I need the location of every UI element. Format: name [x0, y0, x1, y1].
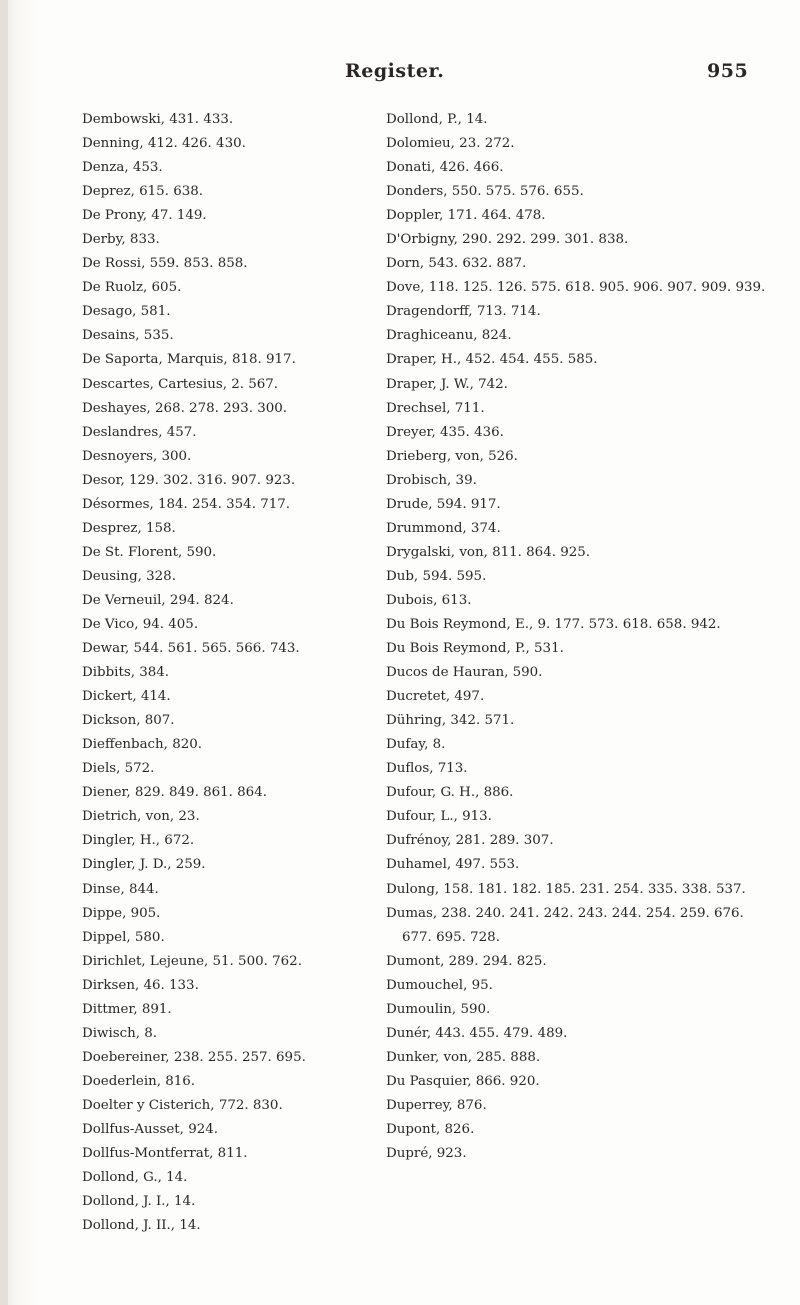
index-entry: De Verneuil, 294. 824. — [82, 592, 234, 608]
index-entry: Diener, 829. 849. 861. 864. — [82, 785, 267, 801]
page-edge-shadow — [0, 0, 8, 1305]
page-title: Register. — [345, 60, 445, 82]
index-entry: Drude, 594. 917. — [386, 496, 501, 512]
index-entry: Drobisch, 39. — [386, 472, 477, 488]
index-entry: Drechsel, 711. — [386, 400, 485, 416]
index-entry: Dunér, 443. 455. 479. 489. — [386, 1025, 568, 1041]
index-entry: Du Pasquier, 866. 920. — [386, 1073, 540, 1089]
index-entry: Desago, 581. — [82, 304, 171, 320]
index-entry: De Saporta, Marquis, 818. 917. — [82, 352, 296, 368]
index-entry: Ducos de Hauran, 590. — [386, 665, 543, 681]
index-entry: Dumont, 289. 294. 825. — [386, 953, 547, 969]
index-entry: Désormes, 184. 254. 354. 717. — [82, 496, 291, 512]
index-entry: Dingler, J. D., 259. — [82, 857, 206, 873]
index-entry: Donders, 550. 575. 576. 655. — [386, 184, 584, 200]
index-entry: Dietrich, von, 23. — [82, 809, 200, 825]
index-entry: Donati, 426. 466. — [386, 160, 504, 176]
index-entry: Dirichlet, Lejeune, 51. 500. 762. — [82, 953, 302, 969]
index-entry: Dühring, 342. 571. — [386, 713, 515, 729]
index-entry: Dieffenbach, 820. — [82, 737, 203, 753]
page-number: 955 — [707, 60, 749, 82]
index-entry: Dickson, 807. — [82, 713, 175, 729]
index-entry: Dumas, 238. 240. 241. 242. 243. 244. 254. 259. 676. 677. 695. 728. — [386, 905, 744, 945]
index-entry: Dickert, 414. — [82, 689, 171, 705]
index-entry: Dufour, L., 913. — [386, 809, 492, 825]
index-entry: Descartes, Cartesius, 2. 567. — [82, 376, 279, 392]
index-entry: Dembowski, 431. 433. — [82, 112, 234, 127]
index-entry: Drieberg, von, 526. — [386, 448, 518, 464]
index-entry: Dingler, H., 672. — [82, 833, 195, 849]
index-entry: Dirksen, 46. 133. — [82, 977, 199, 993]
index-entry: Desains, 535. — [82, 328, 174, 344]
index-entry: De St. Florent, 590. — [82, 544, 217, 560]
index-entry: Dupont, 826. — [386, 1121, 475, 1137]
index-entry: Dove, 118. 125. 126. 575. 618. 905. 906. 907. 909. 939. — [386, 280, 766, 296]
index-entry: Dulong, 158. 181. 182. 185. 231. 254. 335. 338. 537. — [386, 881, 746, 897]
index-entry: Doederlein, 816. — [82, 1073, 196, 1089]
index-entry: Denning, 412. 426. 430. — [82, 136, 246, 152]
index-entry: Doebereiner, 238. 255. 257. 695. — [82, 1049, 306, 1065]
index-entry: Dufay, 8. — [386, 737, 446, 753]
index-entry: Dragendorff, 713. 714. — [386, 304, 541, 320]
index-entry: Dippel, 580. — [82, 929, 165, 945]
index-entry: Drygalski, von, 811. 864. 925. — [386, 544, 591, 560]
index-entry: Draper, J. W., 742. — [386, 376, 508, 392]
index-entry: D'Orbigny, 290. 292. 299. 301. 838. — [386, 232, 629, 248]
index-entry: Dewar, 544. 561. 565. 566. 743. — [82, 641, 300, 657]
index-entry: Deusing, 328. — [82, 568, 176, 584]
index-entry: Dibbits, 384. — [82, 665, 170, 681]
index-entry: Dufour, G. H., 886. — [386, 785, 514, 801]
index-entry: Dreyer, 435. 436. — [386, 424, 504, 440]
index-entry: Doppler, 171. 464. 478. — [386, 208, 546, 224]
index-entry: Drummond, 374. — [386, 520, 501, 536]
index-entry: Dollfus-Montferrat, 811. — [82, 1146, 248, 1162]
index-entry: Desprez, 158. — [82, 520, 176, 536]
index-entry: Derby, 833. — [82, 232, 160, 248]
index-entry: Dumouchel, 95. — [386, 977, 493, 993]
index-entry: Draghiceanu, 824. — [386, 328, 512, 344]
index-entry: De Rossi, 559. 853. 858. — [82, 256, 248, 272]
index-entry: Desnoyers, 300. — [82, 448, 192, 464]
index-entry: Desor, 129. 302. 316. 907. 923. — [82, 472, 296, 488]
index-entry: Duperrey, 876. — [386, 1097, 487, 1113]
index-entry: Du Bois Reymond, E., 9. 177. 573. 618. 658. 942. — [386, 616, 721, 632]
index-entry: Dufrénoy, 281. 289. 307. — [386, 833, 554, 849]
index-entry: Dub, 594. 595. — [386, 568, 487, 584]
index-entry: Dollond, J. I., 14. — [82, 1194, 196, 1210]
index-entry: Duflos, 713. — [386, 761, 468, 777]
index-entry: Dollfus-Ausset, 924. — [82, 1121, 219, 1137]
index-entry: Dittmer, 891. — [82, 1001, 172, 1017]
index-entry: Dunker, von, 285. 888. — [386, 1049, 541, 1065]
index-entry: Deshayes, 268. 278. 293. 300. — [82, 400, 288, 416]
index-entry: Dollond, J. II., 14. — [82, 1218, 201, 1234]
index-entry: Dollond, G., 14. — [82, 1170, 188, 1186]
index-entry: Doelter y Cisterich, 772. 830. — [82, 1097, 283, 1113]
running-head — [0, 60, 800, 90]
index-entry: De Prony, 47. 149. — [82, 208, 207, 224]
index-entry: Dolomieu, 23. 272. — [386, 136, 515, 152]
index-entry: Dupré, 923. — [386, 1146, 467, 1162]
index-entry: Diwisch, 8. — [82, 1025, 158, 1041]
index-entry: Deprez, 615. 638. — [82, 184, 204, 200]
index-entry: Dollond, P., 14. — [386, 112, 488, 127]
index-entry: Denza, 453. — [82, 160, 163, 176]
index-entry: Draper, H., 452. 454. 455. 585. — [386, 352, 598, 368]
index-entry: Dumoulin, 590. — [386, 1001, 491, 1017]
index-entry: Du Bois Reymond, P., 531. — [386, 641, 564, 657]
index-entry: Dinse, 844. — [82, 881, 159, 897]
index-entry: De Ruolz, 605. — [82, 280, 182, 296]
index-column-right — [386, 108, 776, 1166]
index-entry: Dippe, 905. — [82, 905, 161, 921]
index-entry: De Vico, 94. 405. — [82, 616, 199, 632]
index-entry: Deslandres, 457. — [82, 424, 197, 440]
index-entry: Ducretet, 497. — [386, 689, 485, 705]
index-entry: Diels, 572. — [82, 761, 155, 777]
index-entry: Duhamel, 497. 553. — [386, 857, 520, 873]
index-entry: Dubois, 613. — [386, 592, 472, 608]
index-entry: Dorn, 543. 632. 887. — [386, 256, 527, 272]
